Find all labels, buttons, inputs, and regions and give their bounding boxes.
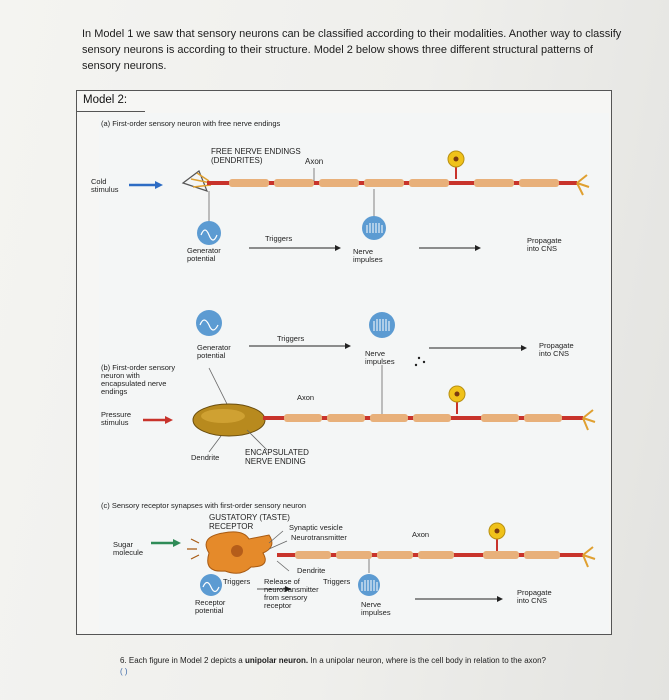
panel-c-diagram (99, 481, 609, 634)
question-6 (120, 655, 550, 677)
stimulus-arrow (155, 181, 163, 189)
triggers-label-a: Triggers (265, 234, 293, 243)
release-label: Release of neurotransmitter from sensory receptor (264, 577, 319, 610)
panel-c-caption: (c) Sensory receptor synapses with first-order sensory neuron (101, 501, 307, 510)
panel-b (99, 290, 609, 482)
myelin-segments (229, 179, 559, 187)
panel-a (91, 113, 609, 291)
stimulus-arrow (165, 416, 173, 424)
neurotransmitter-label: Neurotransmitter (291, 533, 347, 542)
stimulus-arrow (173, 539, 181, 547)
generator-potential-icon (197, 221, 221, 245)
triggers-label-c1: Triggers (223, 577, 251, 586)
axon-label-a: Axon (305, 157, 324, 166)
panel-b-diagram (99, 290, 609, 481)
question-bold: unipolar neuron. (244, 656, 309, 665)
question-suffix: In a unipolar neuron, where is the cell body in relation to the axon? (308, 656, 547, 665)
propagate-label-c: Propagate into CNS (517, 588, 552, 605)
triggers-label-c2: Triggers (323, 577, 351, 586)
pressure-stimulus-label: Pressure stimulus (101, 410, 132, 427)
gustatory-receptor-label: GUSTATORY (TASTE) RECEPTOR (209, 513, 290, 531)
propagate-label-a: Propagate into CNS (527, 236, 562, 253)
panel-c (99, 481, 609, 634)
axon-terminal (577, 175, 589, 195)
axon-terminal (583, 410, 595, 430)
axon-terminal (583, 547, 595, 567)
model-title: Model 2: (83, 94, 128, 106)
propagate-label-b: Propagate into CNS (539, 341, 574, 358)
receptor-potential-label: Receptor potential (195, 598, 226, 615)
nerve-impulses-icon (369, 312, 395, 338)
generator-potential-label-a: Generator potential (187, 246, 221, 263)
dendrite-label-b: Dendrite (191, 453, 220, 462)
model-2-figure (76, 90, 612, 635)
receptor-potential-icon (200, 574, 222, 596)
nerve-impulses-label-a: Nerve impulses (353, 247, 383, 264)
generator-potential-label-b: Generator potential (197, 343, 231, 360)
encapsulated-ending-label: ENCAPSULATED NERVE ENDING (245, 448, 309, 466)
title-rule (77, 111, 145, 112)
question-prefix: 6. Each figure in Model 2 depicts a (120, 656, 245, 665)
sugar-molecule-label: Sugar molecule (113, 540, 144, 557)
intro-paragraph: In Model 1 we saw that sensory neurons can be classified according to their modalities. Another way to classify sensory neurons is according to their structure. Model 2 below shows three different structural patterns of sensory neurons. (82, 28, 622, 72)
cold-stimulus-label: Cold stimulus (91, 177, 119, 194)
axon-label-c: Axon (412, 530, 430, 539)
nerve-impulses-label-b: Nerve impulses (365, 349, 395, 366)
triggers-label-b: Triggers (277, 334, 305, 343)
generator-potential-icon (196, 310, 222, 336)
synaptic-vesicle-label: Synaptic vesicle (289, 523, 343, 532)
dendrite-label-c: Dendrite (297, 566, 326, 575)
free-nerve-endings-label: FREE NERVE ENDINGS (DENDRITES) (211, 147, 301, 165)
answer-placeholder[interactable]: ( ) (120, 667, 128, 676)
panel-a-caption: (a) First-order sensory neuron with free nerve endings (101, 119, 281, 128)
axon-label-b: Axon (297, 393, 315, 402)
nerve-impulses-label-c: Nerve impulses (361, 600, 391, 617)
panel-b-caption: (b) First-order sensory neuron with encapsulated nerve endings (101, 363, 176, 396)
